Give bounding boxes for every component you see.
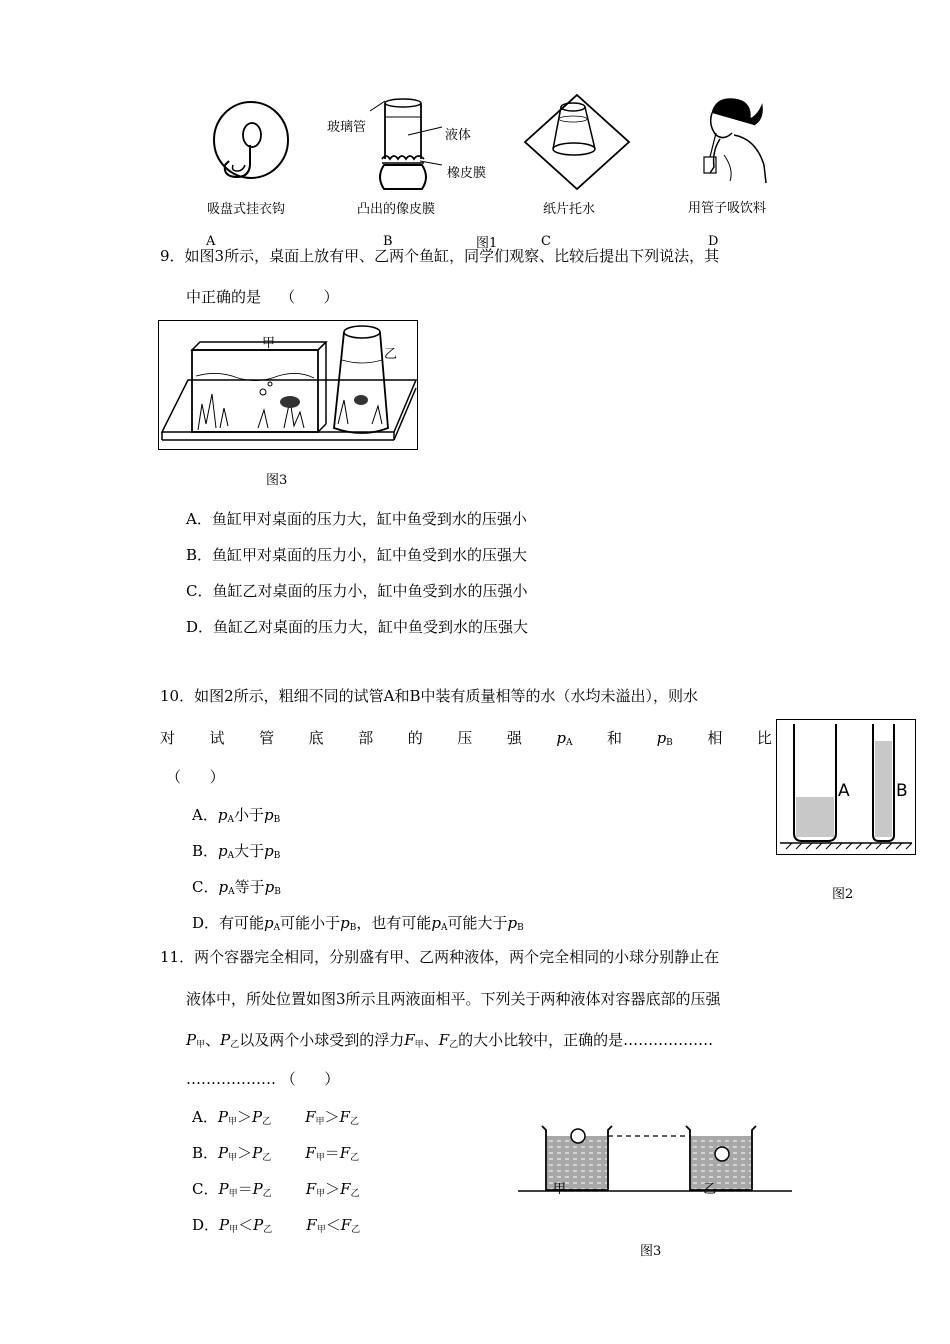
q9-tank-yi-label: 乙	[384, 347, 398, 362]
fig1-letter-b: B	[383, 234, 393, 249]
q11-beaker-jia-label: 甲	[553, 1182, 567, 1197]
q10-figure2-caption: 图2	[832, 887, 854, 902]
fig1-title: 图1	[476, 236, 498, 251]
q10-xiang: 相	[707, 729, 723, 747]
q10-word: 对	[160, 729, 176, 747]
q11-stem-line3: $P_甲$、$P_乙$以及两个小球受到的浮力$F_甲$、$F_乙$的大小比较中，正确的是………………	[186, 1031, 714, 1050]
fig1-letter-d: D	[708, 234, 719, 249]
q9-stem-line2: 中正确的是 （ ）	[186, 288, 339, 306]
q11-stem-line4: ……………… （ ）	[186, 1070, 340, 1088]
fig1-caption-c: 纸片托水	[543, 202, 596, 217]
q11-option-c: C．$P_甲=P_乙$ $F_甲>F_乙$	[192, 1180, 360, 1199]
q9-option-c: C．鱼缸乙对桌面的压力小，缸中鱼受到水的压强小	[186, 582, 528, 600]
q11-beaker-yi-label: 乙	[703, 1182, 717, 1197]
q9-figure-caption: 图3	[266, 473, 288, 488]
q9-option-d: D．鱼缸乙对桌面的压力大，缸中鱼受到水的压强大	[186, 618, 529, 636]
q11-option-d: D．$P_甲<P_乙$ $F_甲<F_乙$	[192, 1216, 361, 1235]
fig1-label-glass: 玻璃管	[327, 120, 367, 135]
q9-option-a: A．鱼缸甲对桌面的压力大，缸中鱼受到水的压强小	[186, 510, 527, 528]
q10-word: 强	[506, 729, 522, 747]
fig1-caption-d: 用管子吸饮料	[688, 201, 767, 216]
girl-drinking-straw-drawing	[690, 95, 770, 195]
q10-option-d: D．有可能$p_A$可能小于$p_B$，也有可能$p_A$可能大于$p_B$	[192, 914, 524, 933]
fig1-label-membrane: 橡皮膜	[447, 166, 487, 181]
q11-option-a: A．$P_甲>P_乙$ $F_甲>F_乙$	[192, 1108, 359, 1127]
q10-word: 的	[407, 729, 423, 747]
fish-tanks-drawing	[158, 320, 418, 450]
q10-answer-paren: （ ）	[166, 768, 225, 786]
q10-pa: $p_A$	[556, 729, 573, 748]
q10-option-c: C．$p_A$等于$p_B$	[192, 878, 281, 897]
q11-option-b: B．$P_甲>P_乙$ $F_甲=F_乙$	[192, 1144, 360, 1163]
q11-stem-line2: 液体中，所处位置如图3所示且两液面相平。下列关于两种液体对容器底部的压强	[186, 990, 721, 1008]
q10-tube-a-label: A	[838, 781, 850, 801]
q9-stem-line1: 9．如图3所示，桌面上放有甲、乙两个鱼缸，同学们观察、比较后提出下列说法，其	[160, 247, 720, 265]
q10-option-a: A．$p_A$小于$p_B$	[192, 806, 281, 825]
q10-pb: $p_B$	[656, 729, 673, 748]
fig1-label-liquid: 液体	[445, 128, 472, 143]
q11-stem-line1: 11．两个容器完全相同，分别盛有甲、乙两种液体，两个完全相同的小球分别静止在	[160, 948, 720, 966]
q10-stem-line1: 10．如图2所示，粗细不同的试管A和B中装有质量相等的水（水均未溢出），则水	[160, 687, 698, 705]
q10-he: 和	[607, 729, 623, 747]
suction-hook-drawing	[205, 95, 305, 195]
q9-option-b: B．鱼缸甲对桌面的压力小，缸中鱼受到水的压强大	[186, 546, 528, 564]
q10-tube-b-label: B	[896, 781, 908, 801]
q10-word: 压	[457, 729, 473, 747]
paper-holds-water-drawing	[525, 95, 635, 195]
q9-tank-jia-label: 甲	[262, 336, 276, 351]
q10-option-b: B．$p_A$大于$p_B$	[192, 842, 281, 861]
fig1-caption-a: 吸盘式挂衣钩	[207, 202, 286, 217]
fig1-letter-a: A	[206, 234, 216, 249]
q10-word: 试	[209, 729, 225, 747]
fig1-letter-c: C	[541, 234, 551, 249]
q10-word: 管	[259, 729, 275, 747]
q11-figure3-caption: 图3	[640, 1244, 662, 1259]
q10-bi: 比	[756, 729, 772, 747]
q10-stem-line2	[160, 728, 772, 753]
glass-tube-membrane-drawing	[370, 97, 510, 197]
q10-word: 底	[308, 729, 324, 747]
fig1-caption-b: 凸出的像皮膜	[357, 202, 436, 217]
q10-word: 部	[358, 729, 374, 747]
